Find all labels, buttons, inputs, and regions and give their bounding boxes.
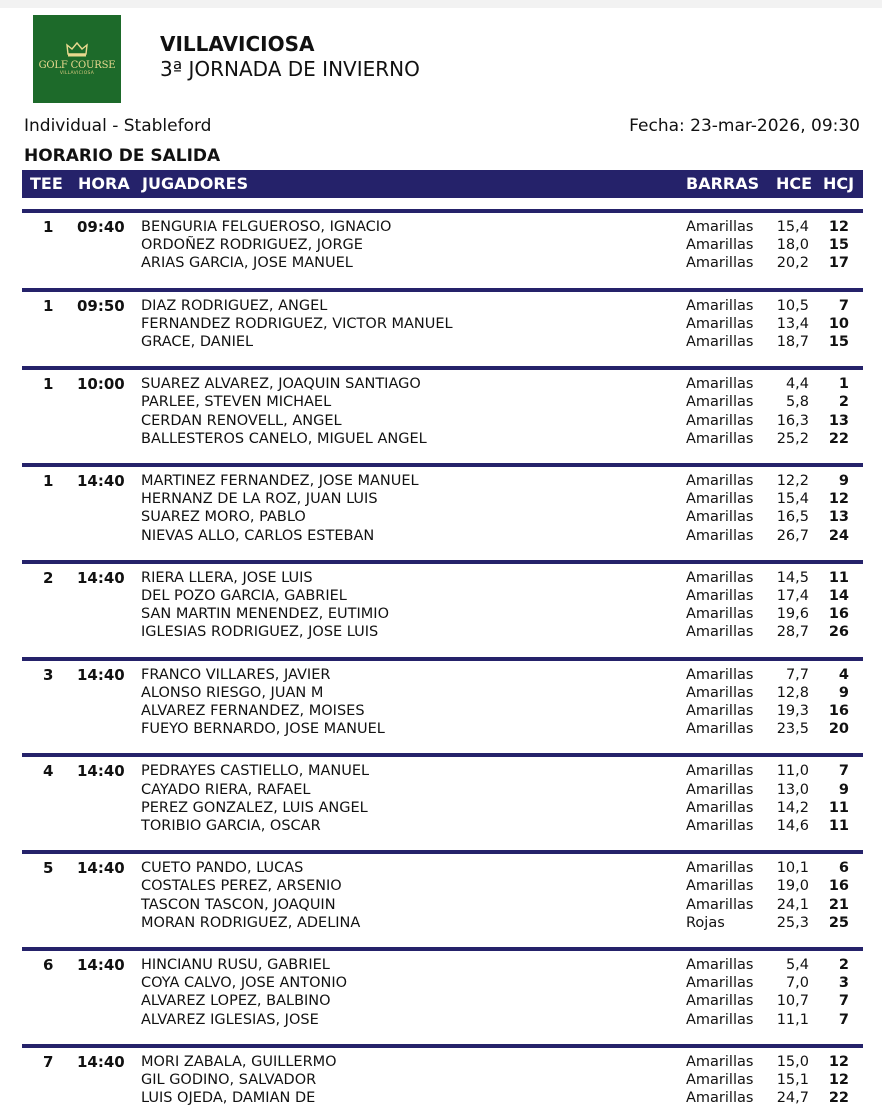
player-hcj: 16 bbox=[828, 878, 849, 895]
player-hcj: 12 bbox=[828, 1071, 849, 1088]
tee-number: 1 bbox=[43, 375, 54, 394]
table-row bbox=[22, 1053, 863, 1071]
player-hcj: 1 bbox=[838, 376, 849, 393]
player-tees: Amarillas bbox=[686, 1053, 754, 1070]
player-hcj: 24 bbox=[828, 527, 849, 544]
table-row bbox=[22, 859, 863, 877]
player-name: GIL GODINO, SALVADOR bbox=[141, 1071, 317, 1088]
tee-time: 10:00 bbox=[77, 375, 125, 394]
player-name: CERDAN RENOVELL, ANGEL bbox=[141, 412, 342, 429]
group-divider bbox=[22, 657, 863, 661]
section-title: HORARIO DE SALIDA bbox=[24, 146, 221, 166]
player-name: SUAREZ MORO, PABLO bbox=[141, 509, 306, 526]
player-hcj: 2 bbox=[838, 957, 849, 973]
player-hce: 7,7 bbox=[785, 666, 809, 683]
player-hce: 20,2 bbox=[776, 255, 809, 272]
player-tees: Amarillas bbox=[686, 702, 754, 719]
player-name: HERNANZ DE LA ROZ, JUAN LUIS bbox=[141, 491, 378, 508]
table-row bbox=[22, 254, 863, 272]
player-hcj: 6 bbox=[838, 860, 849, 877]
group-divider bbox=[22, 366, 863, 370]
tee-number: 1 bbox=[43, 218, 54, 236]
player-tees: Rojas bbox=[686, 914, 725, 931]
tee-number: 4 bbox=[43, 762, 54, 781]
player-tees: Amarillas bbox=[686, 297, 754, 314]
player-hce: 15,1 bbox=[776, 1071, 809, 1088]
player-tees: Amarillas bbox=[686, 666, 754, 683]
player-tees: Amarillas bbox=[686, 376, 754, 393]
player-hce: 16,3 bbox=[776, 412, 809, 429]
table-row bbox=[22, 1011, 863, 1029]
player-tees: Amarillas bbox=[686, 587, 754, 604]
player-hcj: 3 bbox=[838, 975, 849, 992]
player-hcj: 16 bbox=[828, 606, 849, 623]
player-hcj: 11 bbox=[828, 569, 849, 586]
player-hcj: 17 bbox=[828, 255, 849, 272]
table-row bbox=[22, 569, 863, 587]
player-tees: Amarillas bbox=[686, 957, 754, 973]
table-row bbox=[22, 236, 863, 254]
col-header-tee: TEE bbox=[30, 174, 63, 193]
player-tees: Amarillas bbox=[686, 491, 754, 508]
table-header bbox=[22, 170, 863, 198]
player-hcj: 22 bbox=[828, 1090, 849, 1107]
player-name: FRANCO VILLARES, JAVIER bbox=[141, 666, 331, 683]
table-row bbox=[22, 702, 863, 720]
player-name: DEL POZO GARCIA, GABRIEL bbox=[141, 587, 347, 604]
player-hce: 18,7 bbox=[776, 333, 809, 350]
table-row bbox=[22, 490, 863, 508]
player-hcj: 10 bbox=[828, 315, 849, 332]
table-row bbox=[22, 605, 863, 623]
table-row bbox=[22, 623, 863, 641]
player-hcj: 11 bbox=[828, 817, 849, 834]
player-name: ALVAREZ IGLESIAS, JOSE bbox=[141, 1011, 319, 1028]
player-name: ORDOÑEZ RODRIGUEZ, JORGE bbox=[141, 237, 363, 254]
player-tees: Amarillas bbox=[686, 527, 754, 544]
player-hcj: 14 bbox=[828, 587, 849, 604]
tee-time: 09:50 bbox=[77, 296, 125, 315]
table-row bbox=[22, 527, 863, 545]
player-name: TORIBIO GARCIA, OSCAR bbox=[141, 817, 321, 834]
tee-time: 14:40 bbox=[77, 956, 125, 974]
player-hcj: 7 bbox=[838, 763, 849, 780]
date-label: Fecha: 23-mar-2026, 09:30 bbox=[629, 116, 860, 136]
player-hce: 14,6 bbox=[776, 817, 809, 834]
player-tees: Amarillas bbox=[686, 763, 754, 780]
player-hcj: 22 bbox=[828, 430, 849, 447]
player-hce: 13,4 bbox=[776, 315, 809, 332]
player-hcj: 21 bbox=[828, 896, 849, 913]
player-hcj: 13 bbox=[828, 412, 849, 429]
player-hcj: 15 bbox=[828, 333, 849, 350]
player-name: MARTINEZ FERNANDEZ, JOSE MANUEL bbox=[141, 473, 419, 489]
table-row bbox=[22, 412, 863, 430]
tee-number: 6 bbox=[43, 956, 54, 974]
player-hce: 19,6 bbox=[776, 606, 809, 623]
col-header-hcj: HCJ bbox=[823, 174, 855, 193]
player-name: MORAN RODRIGUEZ, ADELINA bbox=[141, 914, 361, 931]
col-header-hce: HCE bbox=[776, 174, 813, 193]
player-hce: 26,7 bbox=[776, 527, 809, 544]
table-row bbox=[22, 974, 863, 992]
player-hce: 28,7 bbox=[776, 624, 809, 641]
player-name: GRACE, DANIEL bbox=[141, 333, 254, 350]
player-name: PEDRAYES CASTIELLO, MANUEL bbox=[141, 763, 370, 780]
table-row bbox=[22, 799, 863, 817]
player-name: COSTALES PEREZ, ARSENIO bbox=[141, 878, 342, 895]
player-hcj: 7 bbox=[838, 297, 849, 314]
table-row bbox=[22, 315, 863, 333]
player-hce: 15,4 bbox=[776, 491, 809, 508]
player-tees: Amarillas bbox=[686, 781, 754, 798]
player-hcj: 26 bbox=[828, 624, 849, 641]
player-tees: Amarillas bbox=[686, 1071, 754, 1088]
player-hce: 4,4 bbox=[785, 376, 809, 393]
modality-label: Individual - Stableford bbox=[24, 116, 212, 136]
player-tees: Amarillas bbox=[686, 412, 754, 429]
player-name: NIEVAS ALLO, CARLOS ESTEBAN bbox=[141, 527, 375, 544]
col-header-jugadores: JUGADORES bbox=[142, 174, 249, 193]
player-name: BENGURIA FELGUEROSO, IGNACIO bbox=[141, 219, 392, 235]
player-tees: Amarillas bbox=[686, 624, 754, 641]
group-divider bbox=[22, 288, 863, 292]
player-hce: 12,8 bbox=[776, 684, 809, 701]
table-row bbox=[22, 430, 863, 448]
table-row bbox=[22, 684, 863, 702]
table-row bbox=[22, 333, 863, 351]
player-hcj: 15 bbox=[828, 237, 849, 254]
group-divider bbox=[22, 560, 863, 564]
player-hcj: 20 bbox=[828, 721, 849, 738]
tee-time: 14:40 bbox=[77, 1052, 125, 1071]
tee-time: 14:40 bbox=[77, 859, 125, 878]
player-tees: Amarillas bbox=[686, 860, 754, 877]
tee-number: 1 bbox=[43, 296, 54, 315]
player-tees: Amarillas bbox=[686, 315, 754, 332]
col-header-barras: BARRAS bbox=[686, 174, 760, 193]
event-title: 3ª JORNADA DE INVIERNO bbox=[160, 57, 420, 81]
player-hce: 5,4 bbox=[785, 957, 809, 973]
tee-number: 5 bbox=[43, 859, 54, 878]
tee-time: 09:40 bbox=[77, 218, 125, 236]
player-tees: Amarillas bbox=[686, 255, 754, 272]
player-hcj: 12 bbox=[828, 1053, 849, 1070]
player-tees: Amarillas bbox=[686, 606, 754, 623]
table-row bbox=[22, 877, 863, 895]
table-row bbox=[22, 914, 863, 932]
tee-time: 14:40 bbox=[77, 472, 125, 490]
player-name: ALVAREZ LOPEZ, BALBINO bbox=[141, 993, 331, 1010]
player-name: SUAREZ ALVAREZ, JOAQUIN SANTIAGO bbox=[141, 376, 421, 393]
player-name: TASCON TASCON, JOAQUIN bbox=[141, 896, 336, 913]
table-row bbox=[22, 781, 863, 799]
tee-number: 7 bbox=[43, 1052, 54, 1071]
player-hce: 17,4 bbox=[776, 587, 809, 604]
player-name: COYA CALVO, JOSE ANTONIO bbox=[141, 975, 348, 992]
player-tees: Amarillas bbox=[686, 684, 754, 701]
player-hce: 14,5 bbox=[776, 569, 809, 586]
player-hce: 15,0 bbox=[776, 1053, 809, 1070]
player-hcj: 9 bbox=[838, 473, 849, 489]
crown-icon bbox=[66, 41, 88, 57]
player-name: FUEYO BERNARDO, JOSE MANUEL bbox=[141, 721, 385, 738]
tee-time: 14:40 bbox=[77, 568, 125, 587]
player-hce: 7,0 bbox=[785, 975, 809, 992]
logo-text: GOLF COURSE bbox=[38, 60, 116, 71]
table-row bbox=[22, 762, 863, 780]
player-name: ALVAREZ FERNANDEZ, MOISES bbox=[141, 702, 365, 719]
player-tees: Amarillas bbox=[686, 1011, 754, 1028]
player-hce: 11,1 bbox=[776, 1011, 809, 1028]
player-name: HINCIANU RUSU, GABRIEL bbox=[141, 957, 330, 973]
player-name: IGLESIAS RODRIGUEZ, JOSE LUIS bbox=[141, 624, 379, 641]
player-hce: 23,5 bbox=[776, 721, 809, 738]
player-hcj: 16 bbox=[828, 702, 849, 719]
table-row bbox=[22, 218, 863, 236]
table-row bbox=[22, 956, 863, 974]
player-hcj: 13 bbox=[828, 509, 849, 526]
logo-subtext: VILLAVICIOSA bbox=[59, 71, 95, 76]
player-hce: 24,1 bbox=[776, 896, 809, 913]
player-hcj: 9 bbox=[838, 781, 849, 798]
player-tees: Amarillas bbox=[686, 896, 754, 913]
player-hce: 25,3 bbox=[776, 914, 809, 931]
player-tees: Amarillas bbox=[686, 993, 754, 1010]
player-hce: 10,7 bbox=[776, 993, 809, 1010]
tee-time: 14:40 bbox=[77, 762, 125, 781]
player-hcj: 2 bbox=[838, 394, 849, 411]
table-row bbox=[22, 817, 863, 835]
player-name: MORI ZABALA, GUILLERMO bbox=[141, 1053, 337, 1070]
player-hcj: 12 bbox=[828, 491, 849, 508]
player-tees: Amarillas bbox=[686, 473, 754, 489]
player-hcj: 9 bbox=[838, 684, 849, 701]
player-tees: Amarillas bbox=[686, 569, 754, 586]
tee-time: 14:40 bbox=[77, 665, 125, 684]
table-row bbox=[22, 587, 863, 605]
player-tees: Amarillas bbox=[686, 394, 754, 411]
player-tees: Amarillas bbox=[686, 799, 754, 816]
player-name: BALLESTEROS CANELO, MIGUEL ANGEL bbox=[141, 430, 427, 447]
player-hce: 19,3 bbox=[776, 702, 809, 719]
player-hce: 13,0 bbox=[776, 781, 809, 798]
table-row bbox=[22, 375, 863, 393]
club-name: VILLAVICIOSA bbox=[160, 32, 315, 56]
player-hce: 10,5 bbox=[776, 297, 809, 314]
player-name: LUIS OJEDA, DAMIAN DE bbox=[141, 1090, 316, 1107]
player-hcj: 25 bbox=[828, 914, 849, 931]
player-tees: Amarillas bbox=[686, 430, 754, 447]
player-tees: Amarillas bbox=[686, 1090, 754, 1107]
table-row bbox=[22, 472, 863, 490]
club-logo bbox=[33, 15, 121, 103]
table-row bbox=[22, 992, 863, 1010]
player-hce: 15,4 bbox=[776, 219, 809, 235]
player-hce: 12,2 bbox=[776, 473, 809, 489]
player-hcj: 7 bbox=[838, 993, 849, 1010]
player-name: CAYADO RIERA, RAFAEL bbox=[141, 781, 311, 798]
table-row bbox=[22, 508, 863, 526]
player-hce: 19,0 bbox=[776, 878, 809, 895]
tee-number: 1 bbox=[43, 472, 54, 490]
player-hcj: 4 bbox=[838, 666, 849, 683]
player-hce: 5,8 bbox=[785, 394, 809, 411]
tee-number: 2 bbox=[43, 568, 54, 587]
table-row bbox=[22, 1089, 863, 1107]
player-hcj: 11 bbox=[828, 799, 849, 816]
player-tees: Amarillas bbox=[686, 333, 754, 350]
player-name: ARIAS GARCIA, JOSE MANUEL bbox=[141, 255, 353, 272]
player-hce: 25,2 bbox=[776, 430, 809, 447]
player-hce: 18,0 bbox=[776, 237, 809, 254]
player-name: FERNANDEZ RODRIGUEZ, VICTOR MANUEL bbox=[141, 315, 453, 332]
player-tees: Amarillas bbox=[686, 817, 754, 834]
player-hce: 14,2 bbox=[776, 799, 809, 816]
player-hce: 10,1 bbox=[776, 860, 809, 877]
player-tees: Amarillas bbox=[686, 721, 754, 738]
table-row bbox=[22, 720, 863, 738]
table-row bbox=[22, 666, 863, 684]
table-row bbox=[22, 1071, 863, 1089]
group-divider bbox=[22, 947, 863, 951]
player-name: DIAZ RODRIGUEZ, ANGEL bbox=[141, 297, 328, 314]
group-divider bbox=[22, 1044, 863, 1048]
player-name: PEREZ GONZALEZ, LUIS ANGEL bbox=[141, 799, 368, 816]
player-tees: Amarillas bbox=[686, 509, 754, 526]
group-divider bbox=[22, 850, 863, 854]
player-name: CUETO PANDO, LUCAS bbox=[141, 860, 304, 877]
table-row bbox=[22, 393, 863, 411]
player-tees: Amarillas bbox=[686, 219, 754, 235]
table-row bbox=[22, 297, 863, 315]
player-name: PARLEE, STEVEN MICHAEL bbox=[141, 394, 332, 411]
player-hcj: 12 bbox=[828, 219, 849, 235]
player-hce: 16,5 bbox=[776, 509, 809, 526]
group-divider bbox=[22, 463, 863, 467]
player-name: SAN MARTIN MENENDEZ, EUTIMIO bbox=[141, 606, 390, 623]
table-row bbox=[22, 896, 863, 914]
top-strip bbox=[0, 0, 882, 8]
player-tees: Amarillas bbox=[686, 878, 754, 895]
player-tees: Amarillas bbox=[686, 237, 754, 254]
group-divider bbox=[22, 209, 863, 213]
player-hcj: 7 bbox=[838, 1011, 849, 1028]
player-hce: 24,7 bbox=[776, 1090, 809, 1107]
player-tees: Amarillas bbox=[686, 975, 754, 992]
player-name: ALONSO RIESGO, JUAN M bbox=[141, 684, 324, 701]
tee-number: 3 bbox=[43, 665, 54, 684]
player-name: RIERA LLERA, JOSE LUIS bbox=[141, 569, 313, 586]
col-header-hora: HORA bbox=[78, 174, 130, 193]
player-hce: 11,0 bbox=[776, 763, 809, 780]
group-divider bbox=[22, 753, 863, 757]
